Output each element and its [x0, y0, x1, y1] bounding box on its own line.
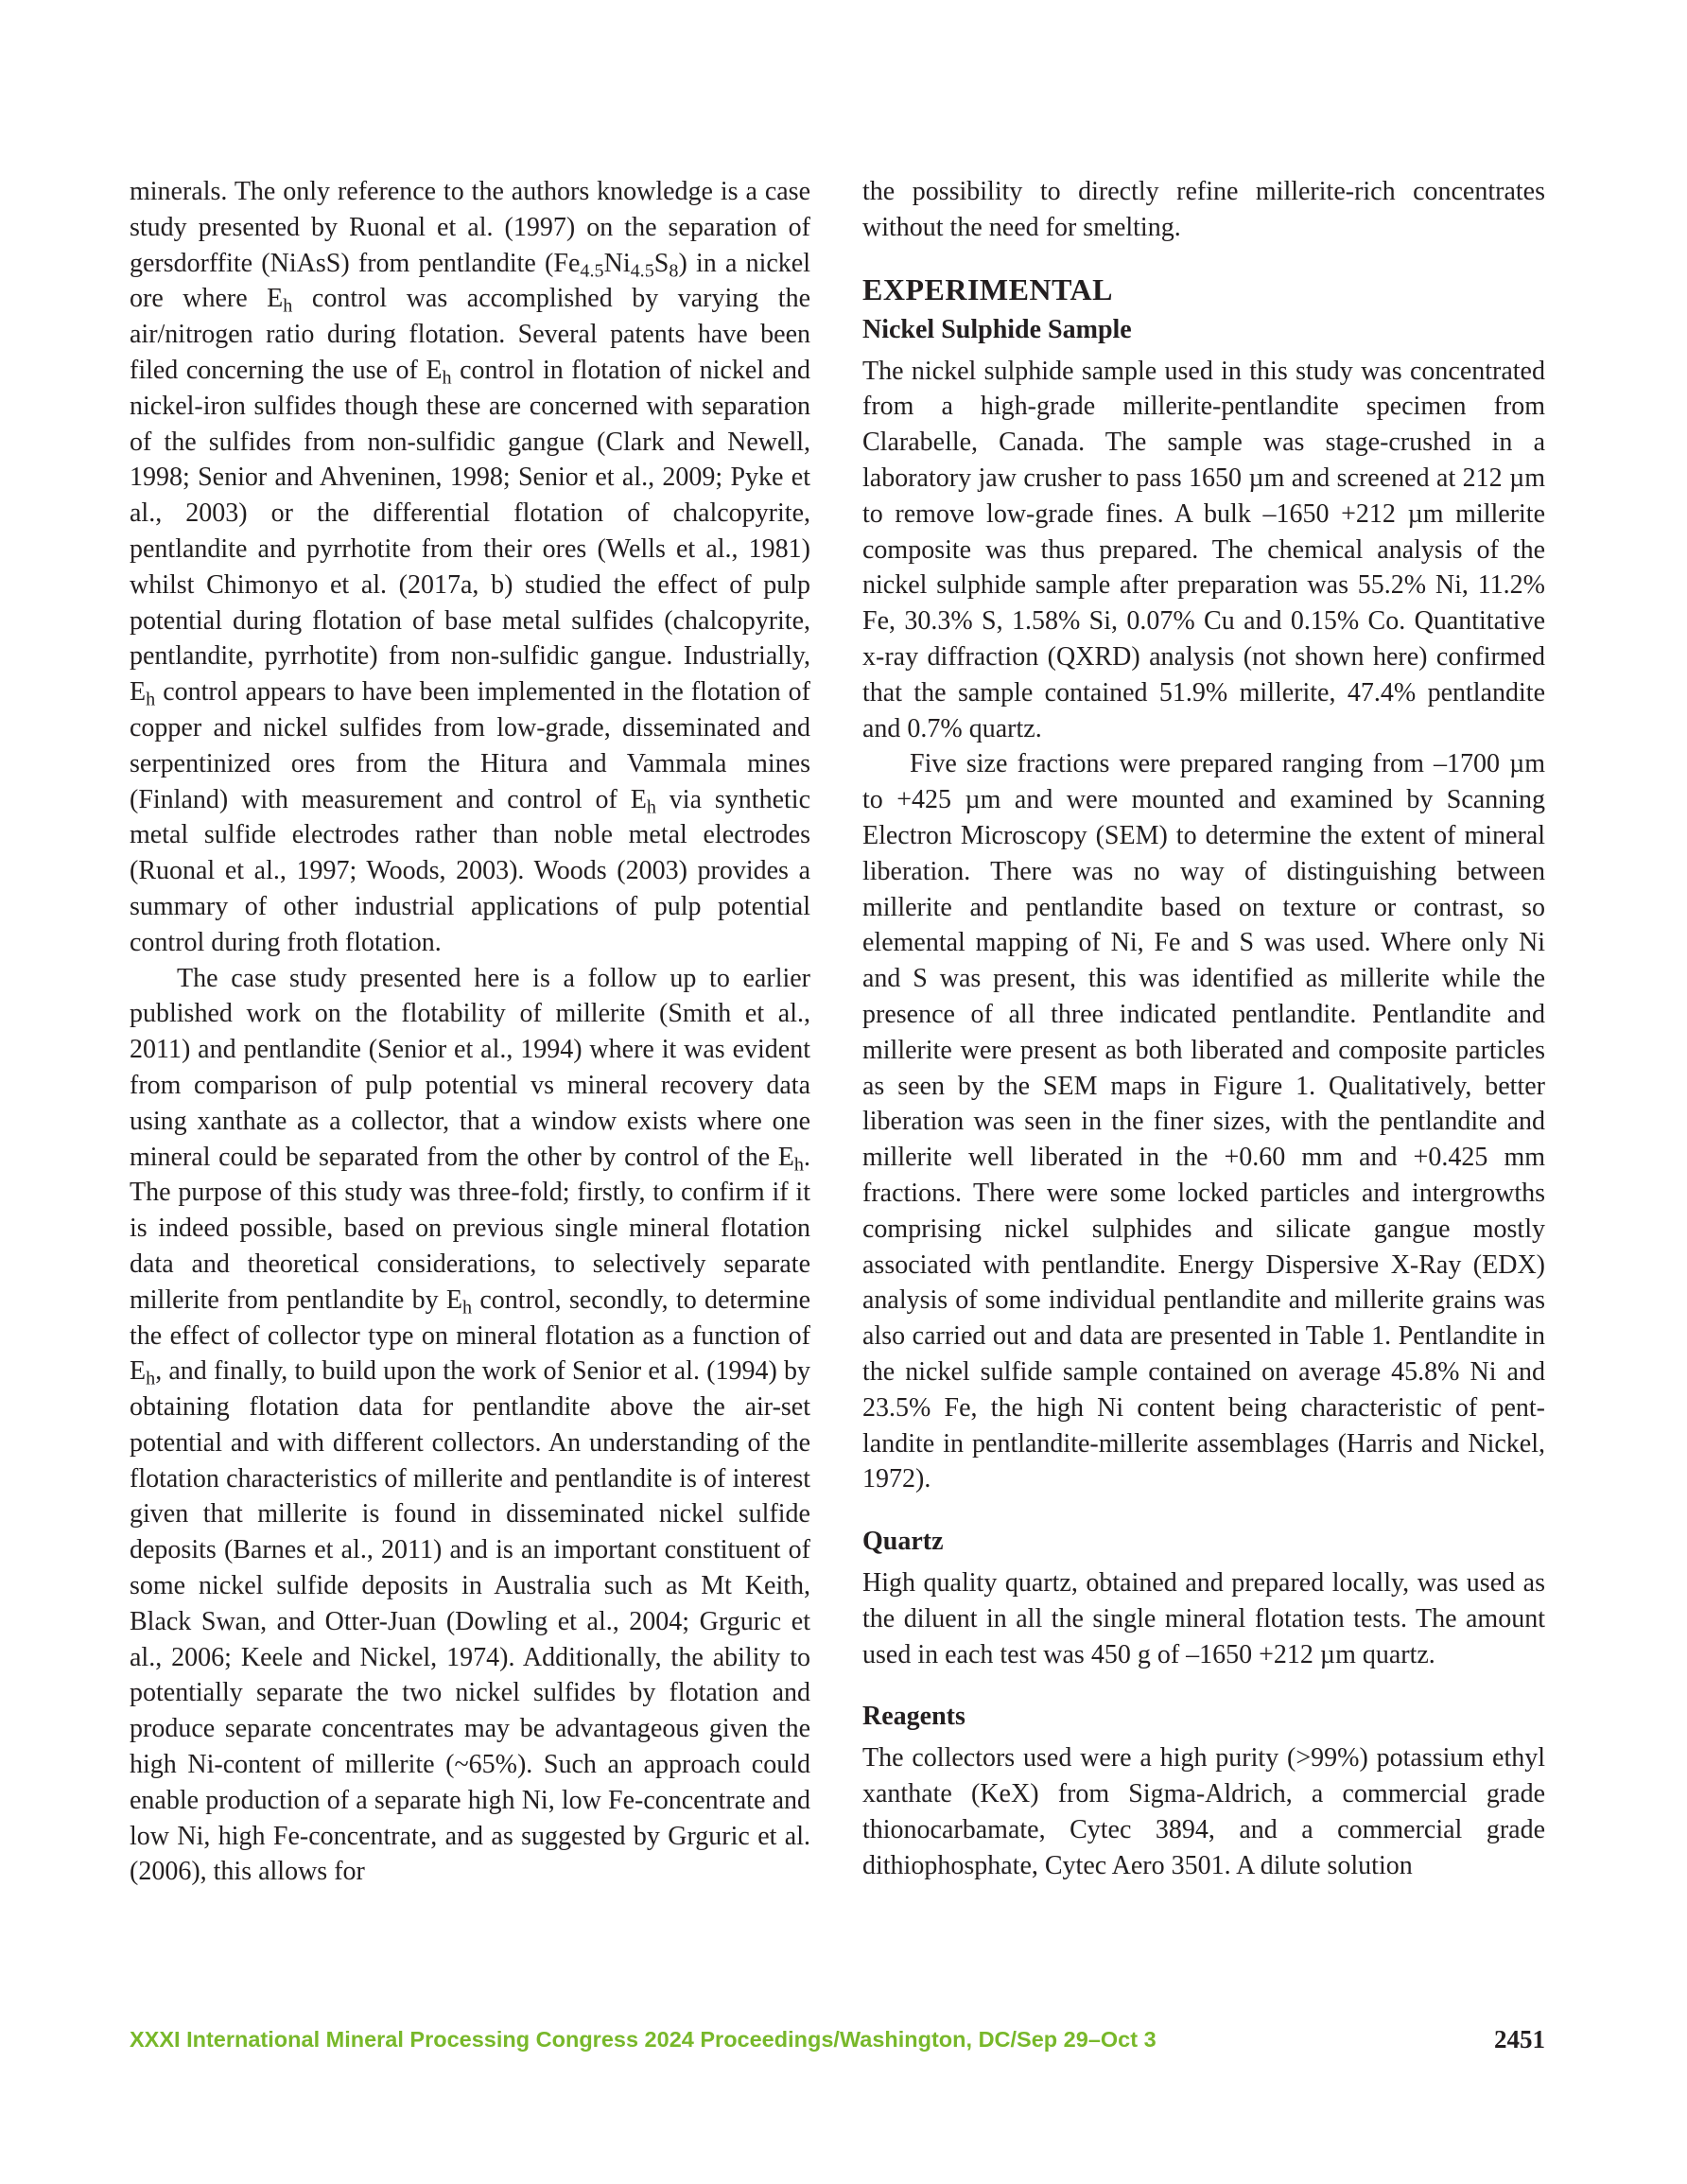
paragraph-nickel-sample: The nickel sulphide sample used in this study was concentrated from a high-grade millerite-pentlandite specimen from Clarabelle, Canada. The sample was stage-crushed in a laboratory jaw crusher to pass 1650 µm and screened at 212 µm to remove low-grade fines. A bulk –1650 +212 µm millerite composite was thus prepared. The chemical analysis of the nickel sulphide sample after preparation was 55.2% Ni, 11.2% Fe, 30.3% S, 1.58% Si, 0.07% Cu and 0.15% Co. Quantitative x-ray diffraction (QXRD) analysis (not shown here) confirmed that the sample contained 51.9% millerite, 47.4% pentlandite and 0.7% quartz. — [862, 356, 1545, 743]
paragraph-reagents: The collectors used were a high purity (>99%) potassium ethyl xanthate (KeX) from Sigma-Aldrich, a commercial grade thionocarbamate, Cytec 3894, and a commercial grade dithiophosphate, Cytec Aero 3501. A dilute solution — [862, 1743, 1545, 1880]
paragraph-case-study: The case study presented here is a follow up to earlier published work on the flotability of millerite (Smith et al., 2011) and pentlandite (Senior et al., 1994) where it was evident from comparison of pulp potential vs mineral recovery data using xanthate as a collector, that a window exists where one mineral could be separated from the other by control of the $E_h$. The purpose of this study was three-fold; firstly, to confirm if it is indeed possible, based on previous single mineral flotation data and theoretical considerations, to selectively separate millerite from pentlandite by $E_h$ control, secondly, to determine the effect of collector type on mineral flotation as a function of $E_h$, and finally, to build upon the work of Senior et al. (1994) by obtaining flotation data for pentlandite above the air-set potential and with different collectors. An understanding of the flotation characteristics of millerite and pentlandite is of interest given that millerite is found in disseminated nickel sulfide deposits (Barnes et al., 2011) and is an important constituent of some nickel sulfide deposits in Australia such as Mt Keith, Black Swan, and Otter-Juan (Dowling et al., 2004; Grguric et al., 2006; Keele and Nickel, 1974). Additionally, the ability to potentially separate the two nickel sulfides by flotation and produce separate concentrates may be advantageous given the high Ni-content of millerite (~65%). Such an approach could enable production of a separate high Ni, low Fe-concentrate and low Ni, high Fe-concentrate, and as suggested by Grguric et al. (2006), this allows for — [130, 963, 810, 1887]
right-column — [862, 174, 1545, 1884]
section-heading-experimental: EXPERIMENTAL — [862, 271, 1113, 306]
paragraph-intro-continued: minerals. The only reference to the authors knowledge is a case study presented by Ruonal et al. (1997) on the separation of gersdorffite (NiAsS) from pentlandite $(Fe_{4.5}Ni_{4.5}S_8)$ in a nickel ore where $E_h$ control was accomplished by varying the air/nitrogen ratio during flotation. Several patents have been filed concerning the use of $E_h$ control in flotation of nickel and nickel-iron sulfides though these are concerned with separation of the sulfides from non-sulfidic gangue (Clark and Newell, 1998; Senior and Ahveninen, 1998; Senior et al., 2009; Pyke et al., 2003) or the differential flotation of chalcopyrite, pentlandite and pyrrhotite from their ores (Wells et al., 1981) whilst Chimonyo et al. (2017a, b) studied the effect of pulp potential during flotation of base metal sulfides (chalcopyrite, pentlandite, pyrrhotite) from non-sulfidic gangue. Industrially, $E_h$ control appears to have been implemented in the flotation of copper and nickel sulfides from low-grade, disseminated and serpentinized ores from the Hitura and Vammala mines (Finland) with measurement and control of $E_h$ via synthetic metal sulfide electrodes rather than noble metal electrodes (Ruonal et al., 1997; Woods, 2003). Woods (2003) provides a summary of other industrial applications of pulp potential control during froth flotation. — [130, 177, 811, 957]
subsection-heading-reagents: Reagents — [862, 1702, 965, 1732]
subsection-heading-nickel-sulphide-sample: Nickel Sulphide Sample — [862, 314, 1132, 344]
paragraph-continued: the possibility to directly refine millerite-rich concentrates without the need for smelting. — [862, 177, 1545, 242]
subsection-heading-quartz: Quartz — [862, 1527, 944, 1557]
paragraph-size-fractions: Five size fractions were prepared ranging from –1700 µm to +425 µm and were mounted and examined by Scanning Electron Microscopy (SEM) to determine the extent of mineral liberation. There was no way of distinguishing between millerite and pentlandite based on texture or contrast, so elemental mapping of Ni, Fe and S was used. Where only Ni and S was present, this was identified as millerite while the presence of all three indicated pentlandite. Pentlandite and millerite were present as both liberated and composite particles as seen by the SEM maps in Figure 1. Qualitatively, better liberation was seen in the finer sizes, with the pentlandite and millerite well liberated in the +0.60 mm and +0.425 mm fractions. There were some locked particles and intergrowths comprising nickel sulphides and silicate gangue mostly associated with pentlandite. Energy Dispersive X-Ray (EDX) analysis of some individual pentlandite and millerite grains was also carried out and data are presented in Table 1. Pentlandite in the nickel sulfide sample contained on average 45.8% Ni and 23.5% Fe, the high Ni content being characteristic of pentlandite in pentlandite-millerite assemblages (Harris and Nickel, 1972). — [862, 749, 1545, 1494]
page-footer — [130, 2022, 1545, 2056]
left-column — [130, 174, 810, 1890]
paragraph-quartz: High quality quartz, obtained and prepared locally, was used as the diluent in all the single mineral flotation tests. The amount used in each test was 450 g of –1650 +212 µm quartz. — [862, 1568, 1545, 1669]
footer-proceedings-title: XXXI International Mineral Processing Congress 2024 Proceedings/Washington, DC/Sep 29–Oct 3 — [130, 2027, 1157, 2052]
page-number: 2451 — [1494, 2025, 1545, 2053]
